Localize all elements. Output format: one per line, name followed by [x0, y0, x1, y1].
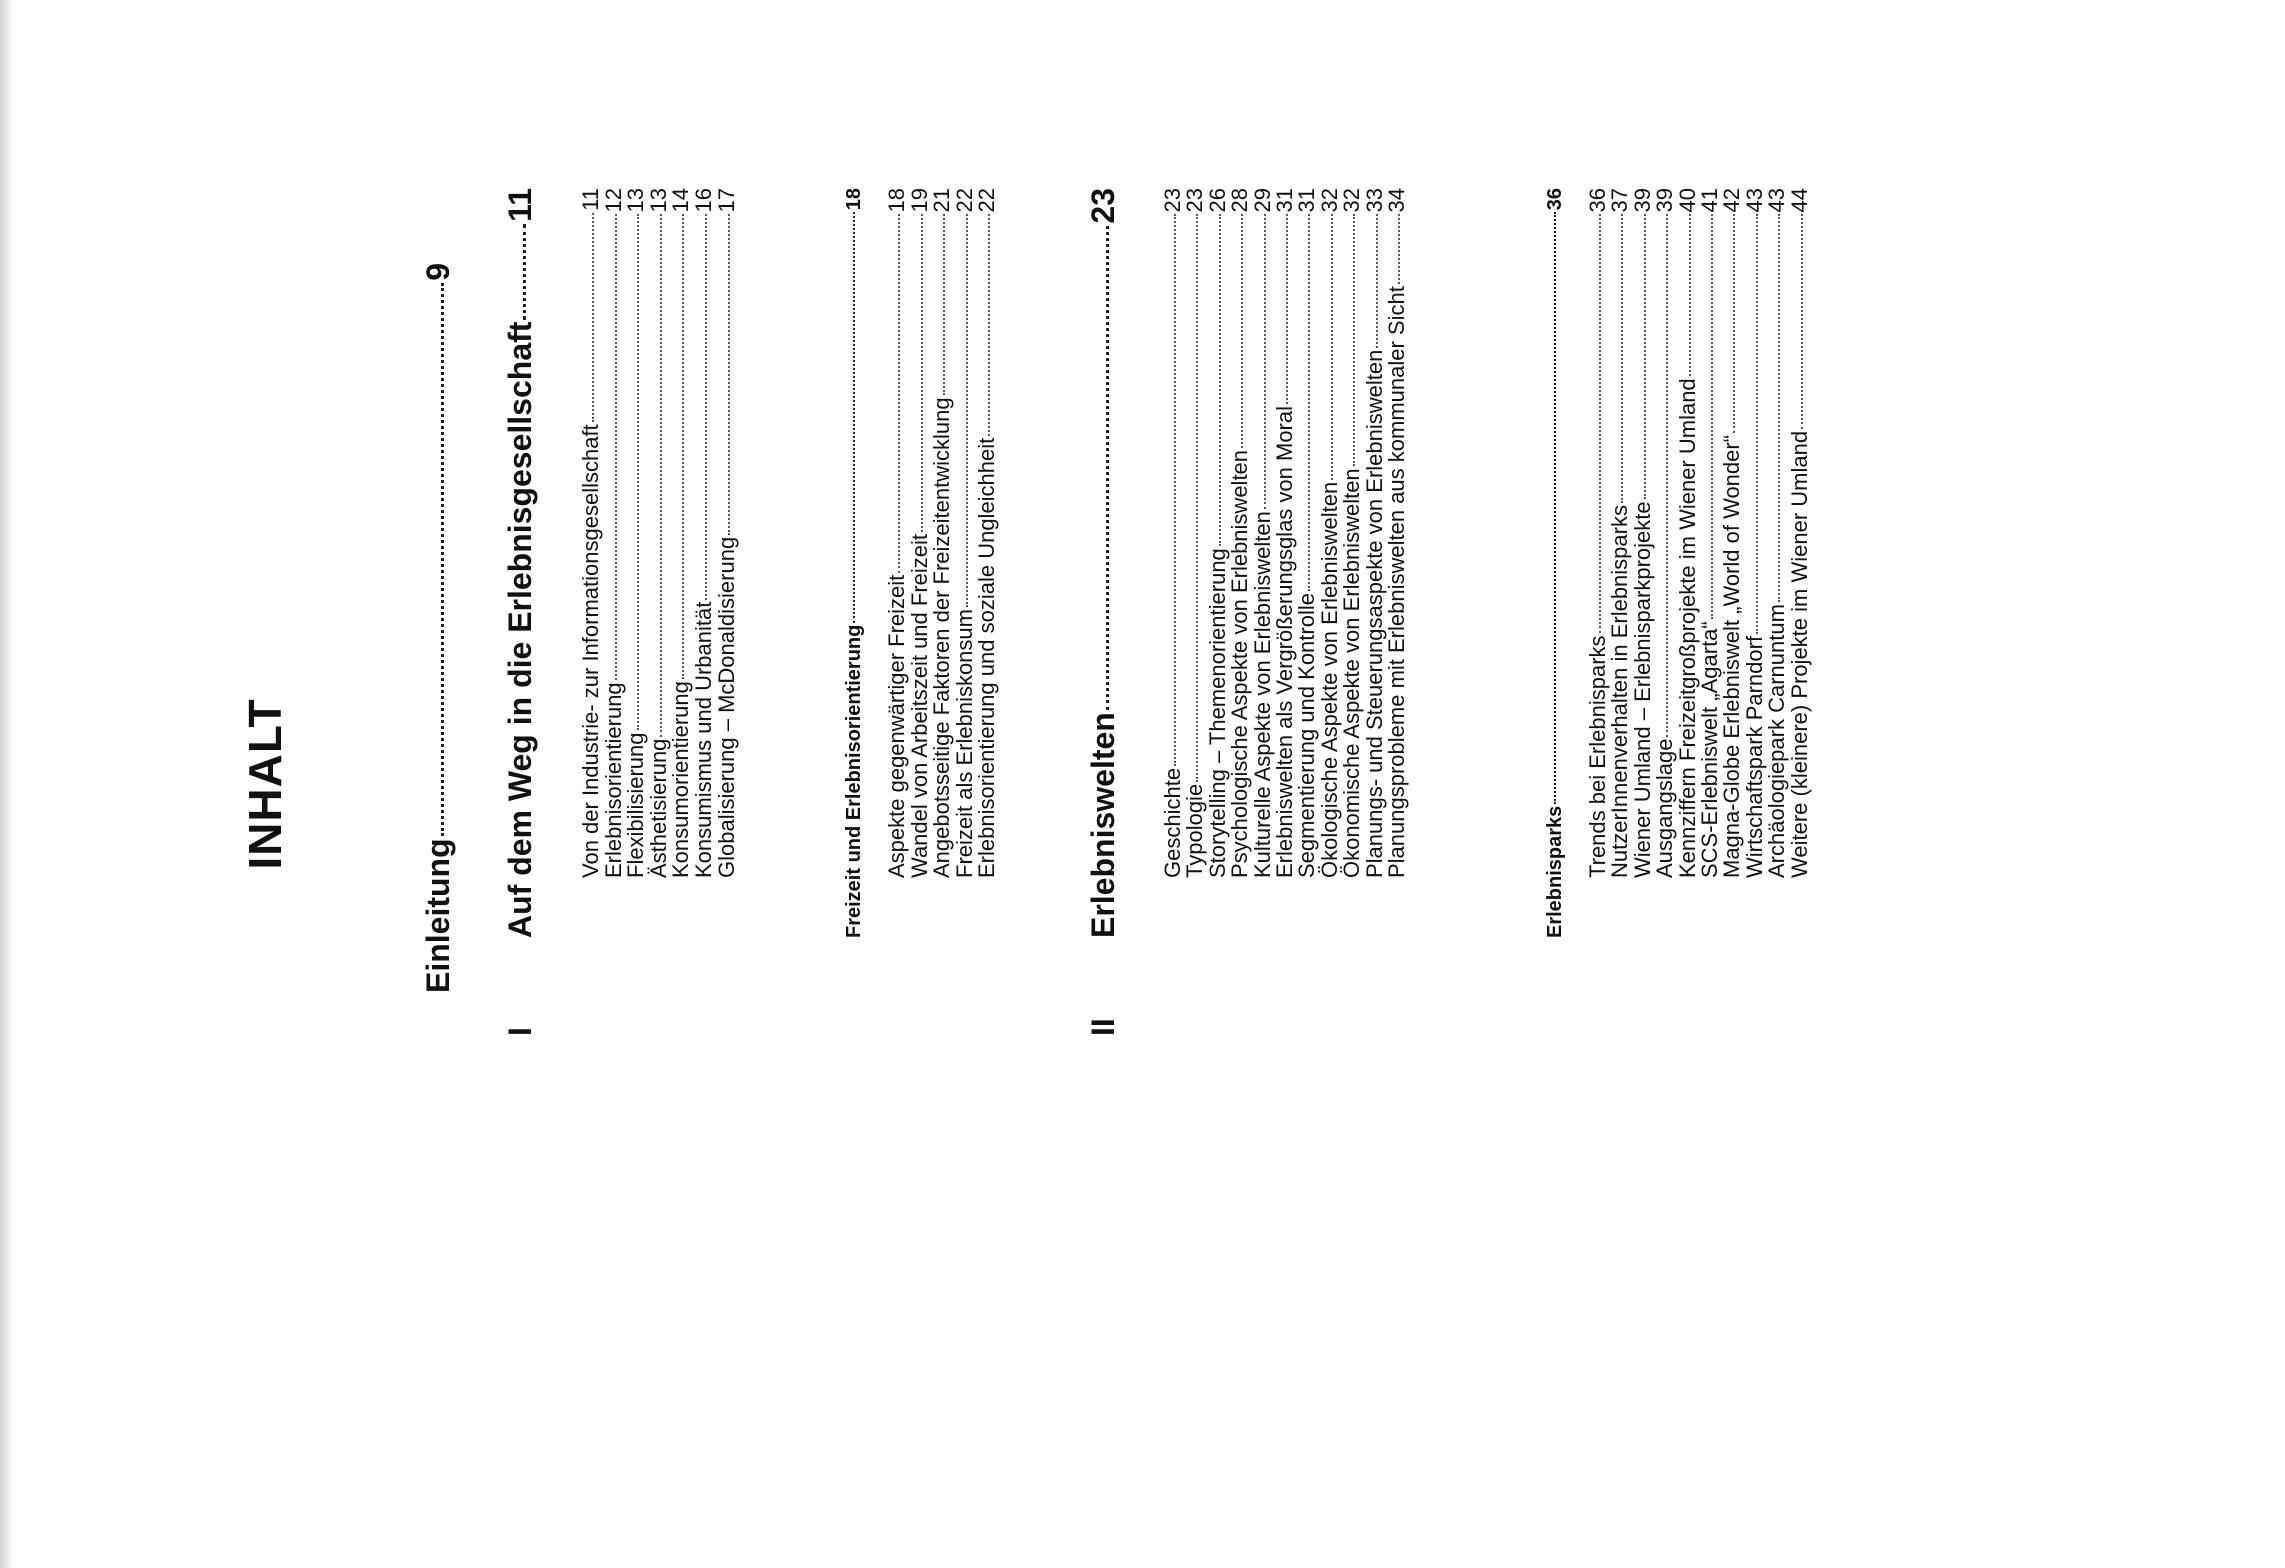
toc-entry-label: Aspekte gegenwärtiger Freizeit — [884, 574, 909, 878]
dot-leader — [1196, 214, 1198, 781]
toc-page-number: 11 — [502, 188, 538, 222]
toc-entry-label: Geschichte — [1160, 767, 1185, 878]
toc-entry-label: Archäologiepark Carnuntum — [1764, 604, 1790, 878]
toc-subentry-freizeit — [974, 188, 1000, 878]
dot-leader — [1308, 214, 1310, 591]
dot-leader — [1353, 214, 1355, 466]
toc-page-number: 13 — [623, 188, 649, 213]
dot-leader — [660, 214, 662, 736]
dot-leader — [637, 214, 639, 730]
toc-entry-label: Freizeit und Erlebnisorientierung — [843, 624, 865, 938]
toc-page-number: 11 — [578, 188, 603, 211]
dot-leader — [1554, 212, 1556, 803]
toc-entry-label: Erlebnisorientierung — [600, 682, 626, 878]
toc-entry-label: Typologie — [1182, 783, 1208, 878]
dot-leader — [1733, 214, 1735, 432]
dot-leader — [1376, 214, 1378, 347]
toc-entry-label: NutzerInnenverhalten in Erlebnisparks — [1607, 505, 1633, 878]
toc-page-number: 42 — [1719, 188, 1745, 213]
toc-page-number: 23 — [1160, 188, 1185, 213]
toc-page-number: 16 — [691, 188, 716, 213]
toc-page-number: 43 — [1764, 188, 1790, 213]
toc-entry-label: Wandel von Arbeitszeit und Freizeit — [906, 533, 932, 878]
toc-page-number: 34 — [1384, 188, 1409, 213]
toc-page-number: 39 — [1652, 188, 1678, 213]
dot-leader — [898, 214, 900, 572]
dot-leader — [1711, 214, 1713, 619]
toc-entry-label: SCS-Erlebniswelt „Agarta“ — [1697, 621, 1722, 878]
toc-entry-label: Von der Industrie- zur Informationsgesellschaft — [578, 424, 603, 878]
dot-leader — [1621, 214, 1623, 503]
toc-page-number: 31 — [1272, 188, 1297, 213]
toc-page-number: 36 — [1585, 188, 1610, 213]
toc-entry-label: Konsumismus und Urbanität — [691, 601, 716, 878]
toc-entry-label: Trends bei Erlebnisparks — [1585, 635, 1610, 878]
toc-entry-label: Erlebnisorientierung und soziale Ungleichheit — [974, 437, 1000, 878]
dot-leader — [1756, 214, 1758, 633]
toc-section-erlebnisparks — [1544, 188, 1567, 938]
toc-entry-label: Kennziffern Freizeitgroßprojekte im Wiener Umland — [1674, 378, 1700, 878]
dot-leader — [705, 214, 707, 599]
toc-entry-label: Freizeit als Erlebniskonsum — [951, 609, 977, 878]
dot-leader — [1666, 214, 1668, 736]
dot-leader — [853, 212, 855, 622]
dot-leader — [1219, 214, 1221, 546]
toc-page-number: 40 — [1674, 188, 1700, 213]
toc-page-number: 36 — [1544, 188, 1566, 211]
toc-entry-label: Einleitung — [420, 838, 456, 993]
toc-page-number: 39 — [1629, 188, 1655, 213]
toc-page-number: 31 — [1294, 188, 1320, 213]
toc-page-number: 18 — [884, 188, 909, 213]
dot-leader — [1241, 214, 1243, 447]
toc-entry-label: Flexibilisierung — [623, 732, 649, 878]
toc-entry-einleitung — [420, 263, 457, 993]
chapter-numeral: I — [502, 1027, 538, 1036]
toc-entry-label: Magna-Globe Erlebniswelt „World of Wonder“ — [1719, 434, 1745, 878]
toc-entry-label: Ästhetisierung — [645, 738, 671, 878]
toc-page-number: 17 — [713, 188, 739, 213]
toc-entry-label: Konsumorientierung — [668, 681, 694, 878]
toc-page-number: 12 — [600, 188, 626, 213]
dot-leader — [1174, 214, 1176, 765]
dot-leader — [1264, 214, 1266, 509]
chapter-numeral: II — [1085, 1018, 1121, 1036]
page-title: INHALT — [239, 698, 291, 870]
toc-page-number: 18 — [843, 188, 865, 211]
toc-entry-label: Planungsprobleme mit Erlebniswelten aus kommunaler Sicht — [1384, 286, 1409, 878]
toc-page-number: 44 — [1786, 188, 1812, 213]
toc-subentry-ch2 — [1384, 188, 1410, 878]
toc-entry-label: Ausgangslage — [1652, 738, 1678, 878]
toc-entry-label: Erlebniswelten — [1085, 712, 1121, 938]
toc-entry-label: Segmentierung und Kontrolle — [1294, 593, 1320, 878]
dot-leader — [1801, 214, 1803, 428]
dot-leader — [592, 213, 594, 422]
toc-page-number: 28 — [1227, 188, 1253, 213]
toc-entry-label: Erlebniswelten als Vergrößerungsglas von Moral — [1272, 405, 1297, 878]
toc-page-number: 22 — [974, 188, 1000, 213]
toc-page-number: 9 — [420, 263, 456, 281]
toc-section-freizeit — [843, 188, 866, 938]
toc-page-number: 41 — [1697, 188, 1722, 213]
toc-subentry-ch1 — [714, 188, 740, 878]
toc-entry-label: Ökologische Aspekte von Erlebniswelten — [1316, 481, 1342, 878]
toc-page-number: 37 — [1607, 188, 1633, 213]
toc-entry-label: Weitere (kleinere) Projekte im Wiener Umland — [1786, 430, 1812, 878]
dot-leader — [615, 214, 617, 680]
dot-leader — [966, 214, 968, 607]
dot-leader — [1286, 214, 1288, 404]
dot-leader — [988, 214, 990, 435]
dot-leader — [1689, 214, 1691, 376]
toc-page-number: 43 — [1741, 188, 1767, 213]
toc-entry-label: Wiener Umland – Erlebnisparkprojekte — [1629, 501, 1655, 878]
toc-chapter-2 — [1085, 188, 1122, 1036]
toc-entry-label: Globalisierung – McDonaldisierung — [713, 536, 739, 878]
dot-leader — [1778, 214, 1780, 602]
toc-entry-label: Wirtschaftspark Parndorf — [1741, 635, 1767, 878]
toc-page-number: 19 — [906, 188, 932, 213]
dot-leader — [682, 214, 684, 679]
toc-page-number: 22 — [951, 188, 977, 213]
dot-leader — [1644, 214, 1646, 499]
toc-page-number: 29 — [1249, 188, 1275, 213]
dot-leader — [943, 214, 945, 395]
toc-entry-label: Storytelling – Themenorientierung — [1204, 548, 1230, 878]
toc-page-number: 23 — [1085, 188, 1121, 224]
toc-entry-label: Planungs- und Steuerungsaspekte von Erlebniswelten — [1361, 349, 1387, 878]
dot-leader — [441, 283, 444, 837]
toc-page-number: 14 — [668, 188, 694, 213]
toc-entry-label: Auf dem Weg in die Erlebnisgesellschaft — [502, 321, 538, 938]
dot-leader — [1599, 214, 1601, 633]
toc-entry-label: Kulturelle Aspekte von Erlebniswelten — [1249, 511, 1275, 878]
dot-leader — [523, 224, 526, 320]
toc-page-number: 32 — [1316, 188, 1342, 213]
dot-leader — [1398, 214, 1400, 284]
toc-entry-label: Psychologische Aspekte von Erlebniswelten — [1227, 449, 1253, 878]
toc-page-number: 21 — [929, 188, 955, 213]
toc-subentry-erlebnisparks — [1787, 188, 1813, 878]
dot-leader — [1331, 214, 1333, 479]
toc-page-number: 26 — [1204, 188, 1230, 213]
toc-page-number: 33 — [1361, 188, 1387, 213]
toc-page-number: 32 — [1339, 188, 1365, 213]
dot-leader — [728, 214, 730, 534]
toc-entry-label: Angebotsseitige Faktoren der Freizeitentwicklung — [929, 397, 955, 878]
toc-page-number: 23 — [1182, 188, 1208, 213]
toc-entry-label: Ökonomische Aspekte von Erlebniswelten — [1339, 468, 1365, 878]
toc-chapter-1 — [502, 188, 539, 1036]
toc-entry-label: Erlebnisparks — [1544, 805, 1566, 938]
dot-leader — [921, 214, 923, 531]
dot-leader — [1106, 226, 1109, 711]
toc-page-number: 13 — [645, 188, 671, 213]
